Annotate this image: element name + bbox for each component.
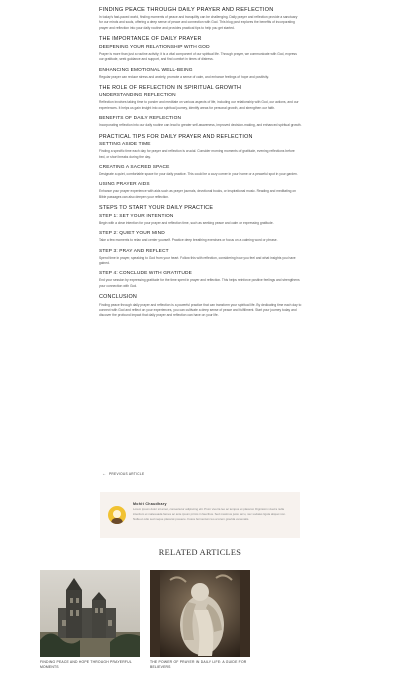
author-bio: Lorem ipsum dolor sit amet, consectetur adipiscing elit. Proin viverra leo ac tempus et placerat. Dignissim viverra nulla interdum et malesuada fames ac ante ipsum primis in faucibus. Sed maximus justo arcu, nec sodales ligula aliquet non. Nulla et odio sed neque placerat posuere. Fusce fermentum leo a lorem gravida venenatis. (133, 507, 286, 521)
paragraph: Finding a specific time each day for prayer and reflection is crucial. Consider morning moments of gratitude, evening reflections before bed, or short breaks during the day. (99, 149, 295, 159)
paragraph: Spend time in prayer, speaking to God from your heart. Follow this with reflection, considering how you feel and what insights you have gained. (99, 255, 296, 265)
article-intro: In today's fast-paced world, finding moments of peace and tranquility can be challenging. Daily prayer and reflection provide a sanctuary for our minds and souls, offering a deep sense of peace and connection with God. This blog post explores the benefits of incorporating prayer and reflection into your daily routine and provides practical tips to help you get started. (99, 15, 298, 30)
section-heading: PRACTICAL TIPS FOR DAILY PRAYER AND REFLECTION (99, 133, 253, 140)
subsection-heading: STEP 2: QUIET YOUR MIND (99, 231, 165, 237)
previous-article-label: PREVIOUS ARTICLE (109, 471, 145, 476)
article-body (99, 6, 302, 319)
related-article-card[interactable] (40, 570, 140, 670)
section-heading: CONCLUSION (99, 294, 137, 301)
related-article-caption[interactable]: THE POWER OF PRAYER IN DAILY LIFE: A GUIDE FOR BELIEVERS (150, 660, 247, 669)
paragraph: Take a few moments to relax and center yourself. Practice deep breathing exercises or focus on a calming word or phrase. (99, 238, 278, 243)
paragraph: Begin with a clear intention for your prayer and reflection time, such as seeking peace and calm or expressing gratitude. (99, 220, 274, 225)
paragraph: Incorporating reflection into our daily routine can lead to greater self-awareness, improved decision-making, and enhanced spiritual growth. (99, 123, 302, 128)
article-title: FINDING PEACE THROUGH DAILY PRAYER AND REFLECTION (99, 7, 274, 13)
related-articles-heading: RELATED ARTICLES (158, 548, 242, 557)
subsection-heading: STEP 4: CONCLUDE WITH GRATITUDE (99, 271, 192, 277)
related-article-image[interactable] (150, 570, 250, 657)
section-heading: THE IMPORTANCE OF DAILY PRAYER (99, 36, 202, 43)
related-article-caption[interactable]: FINDING PEACE AND HOPE THROUGH PRAYERFUL MOMENTS (40, 660, 132, 669)
paragraph: Prayer is more than just a routine activity; it is a vital component of our spiritual life. Through prayer, we communicate with God, express our gratitude, seek guidance and support, and find comfort in times of distress. (99, 51, 297, 62)
paragraph: Reflection involves taking time to ponder and meditate on various aspects of life, including our relationship with God, our actions, and our experiences. It helps us gain insight into our spiritual journey, identify areas for personal growth, and strengthen our faith. (99, 100, 299, 110)
previous-article-link[interactable] (102, 471, 144, 476)
related-article-card[interactable] (150, 570, 250, 670)
subsection-heading: DEEPENING YOUR RELATIONSHIP WITH GOD (99, 44, 210, 50)
subsection-heading: BENEFITS OF DAILY REFLECTION (99, 116, 182, 122)
paragraph: End your session by expressing gratitude for the time spent in prayer and reflection. This helps reinforce positive feelings and strengthens your connection with God. (99, 278, 300, 288)
section-heading: THE ROLE OF REFLECTION IN SPIRITUAL GROWTH (99, 84, 242, 91)
related-article-image[interactable] (40, 570, 140, 657)
paragraph: Designate a quiet, comfortable space for your daily practice. This could be a cozy corner in your home or a peaceful spot in your garden. (99, 171, 298, 176)
section-heading: STEPS TO START YOUR DAILY PRACTICE (99, 205, 214, 212)
arrow-left-icon: ← (102, 471, 106, 476)
subsection-heading: CREATING A SACRED SPACE (99, 164, 170, 170)
subsection-heading: STEP 3: PRAY AND REFLECT (99, 248, 169, 254)
subsection-heading: SETTING ASIDE TIME (99, 142, 151, 148)
paragraph: Finding peace through daily prayer and reflection is a powerful practice that can transform your spiritual life. By dedicating time each day to connect with God and reflect on your experiences, you can cultivate a deep sense of peace and fulfillment. Start your journey today and discover the profound impact that daily prayer and reflection can have on your life. (99, 302, 302, 318)
article-sections (99, 36, 302, 319)
subsection-heading: ENHANCING EMOTIONAL WELL-BEING (99, 67, 193, 73)
author-info (133, 501, 292, 522)
avatar (108, 506, 126, 524)
author-name: Mohit Chaudhary (133, 502, 167, 506)
author-box (100, 492, 300, 538)
paragraph: Regular prayer can reduce stress and anxiety, promote a sense of calm, and enhance feelings of hope and positivity. (99, 74, 269, 79)
subsection-heading: STEP 1: SET YOUR INTENTION (99, 213, 174, 219)
subsection-heading: USING PRAYER AIDS (99, 182, 150, 188)
subsection-heading: UNDERSTANDING REFLECTION (99, 93, 176, 99)
paragraph: Enhance your prayer experience with aids such as prayer journals, devotional books, or inspirational music. Reading and meditating on Bible passages can also deepen your reflection. (99, 189, 297, 199)
